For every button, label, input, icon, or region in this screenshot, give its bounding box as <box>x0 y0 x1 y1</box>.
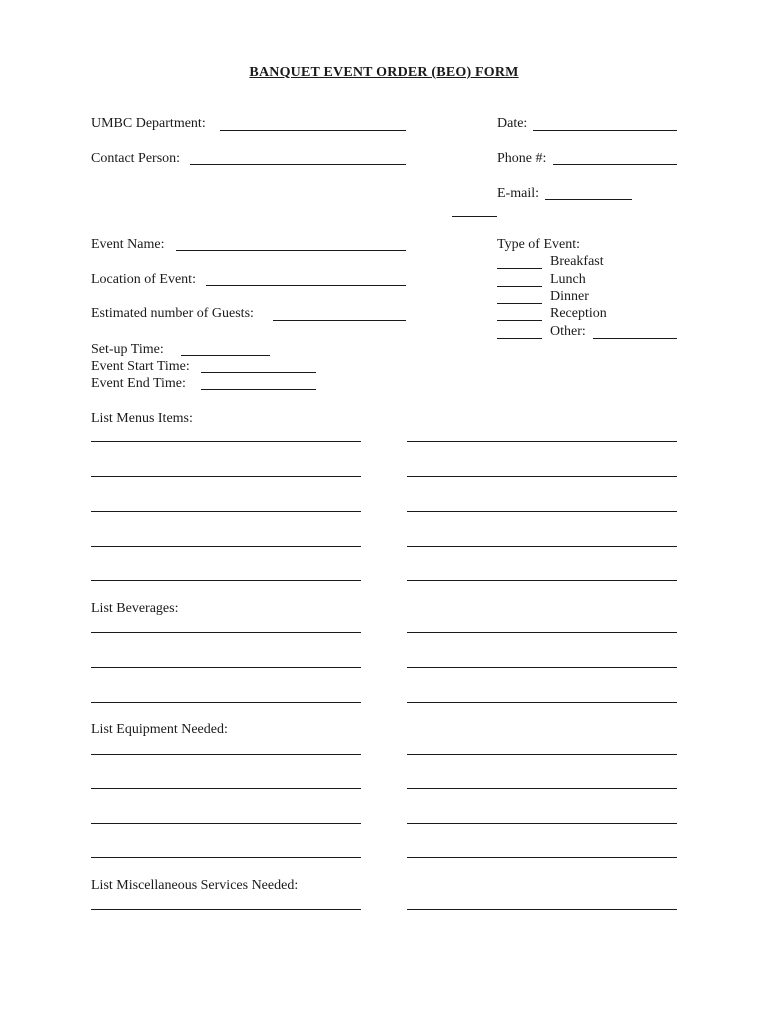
menu-item-line[interactable] <box>91 441 361 442</box>
equipment-label: List Equipment Needed: <box>91 722 228 737</box>
menu-item-line[interactable] <box>91 511 361 512</box>
menu-item-line[interactable] <box>91 546 361 547</box>
location-label: Location of Event: <box>91 272 196 287</box>
phone-label: Phone #: <box>497 151 547 166</box>
other-option-label: Other: <box>550 324 586 339</box>
menu-item-line[interactable] <box>407 441 677 442</box>
event-name-label: Event Name: <box>91 237 165 252</box>
equipment-line[interactable] <box>91 823 361 824</box>
type-of-event-label: Type of Event: <box>497 237 580 252</box>
date-label: Date: <box>497 116 528 131</box>
date-field[interactable] <box>533 130 677 131</box>
menu-item-line[interactable] <box>407 476 677 477</box>
misc-services-label: List Miscellaneous Services Needed: <box>91 878 299 893</box>
menu-item-line[interactable] <box>407 580 677 581</box>
equipment-line[interactable] <box>407 754 677 755</box>
form-title: BANQUET EVENT ORDER (BEO) FORM <box>249 65 519 80</box>
event-name-field[interactable] <box>176 250 406 251</box>
breakfast-checkbox[interactable] <box>497 268 542 269</box>
equipment-line[interactable] <box>407 788 677 789</box>
breakfast-option-label: Breakfast <box>550 254 604 269</box>
lunch-option-label: Lunch <box>550 272 586 287</box>
menu-item-line[interactable] <box>91 476 361 477</box>
beverage-line[interactable] <box>91 702 361 703</box>
lunch-checkbox[interactable] <box>497 286 542 287</box>
start-time-label: Event Start Time: <box>91 359 190 374</box>
reception-option-label: Reception <box>550 306 607 321</box>
guests-field[interactable] <box>273 320 406 321</box>
reception-checkbox[interactable] <box>497 320 542 321</box>
menu-item-line[interactable] <box>407 511 677 512</box>
beverage-line[interactable] <box>91 632 361 633</box>
equipment-line[interactable] <box>91 754 361 755</box>
end-time-field[interactable] <box>201 389 316 390</box>
menu-items-label: List Menus Items: <box>91 411 193 426</box>
misc-service-line[interactable] <box>91 909 361 910</box>
phone-field[interactable] <box>553 164 677 165</box>
start-time-field[interactable] <box>201 372 316 373</box>
department-field[interactable] <box>220 130 406 131</box>
menu-item-line[interactable] <box>407 546 677 547</box>
beverage-line[interactable] <box>407 702 677 703</box>
email-label: E-mail: <box>497 186 539 201</box>
equipment-line[interactable] <box>407 857 677 858</box>
misc-service-line[interactable] <box>407 909 677 910</box>
beverage-line[interactable] <box>407 632 677 633</box>
other-specify-field[interactable] <box>593 338 677 339</box>
dinner-option-label: Dinner <box>550 289 589 304</box>
beverage-line[interactable] <box>407 667 677 668</box>
contact-person-label: Contact Person: <box>91 151 181 166</box>
beverages-label: List Beverages: <box>91 601 179 616</box>
setup-time-label: Set-up Time: <box>91 342 164 357</box>
contact-person-field[interactable] <box>190 164 406 165</box>
setup-time-field[interactable] <box>181 355 270 356</box>
email-field[interactable] <box>545 199 632 200</box>
dinner-checkbox[interactable] <box>497 303 542 304</box>
guests-label: Estimated number of Guests: <box>91 306 254 321</box>
location-field[interactable] <box>206 285 406 286</box>
equipment-line[interactable] <box>91 857 361 858</box>
department-label: UMBC Department: <box>91 116 206 131</box>
menu-item-line[interactable] <box>91 580 361 581</box>
beverage-line[interactable] <box>91 667 361 668</box>
other-checkbox[interactable] <box>497 338 542 339</box>
equipment-line[interactable] <box>407 823 677 824</box>
equipment-line[interactable] <box>91 788 361 789</box>
end-time-label: Event End Time: <box>91 376 186 391</box>
email-field-continued[interactable] <box>452 216 497 217</box>
